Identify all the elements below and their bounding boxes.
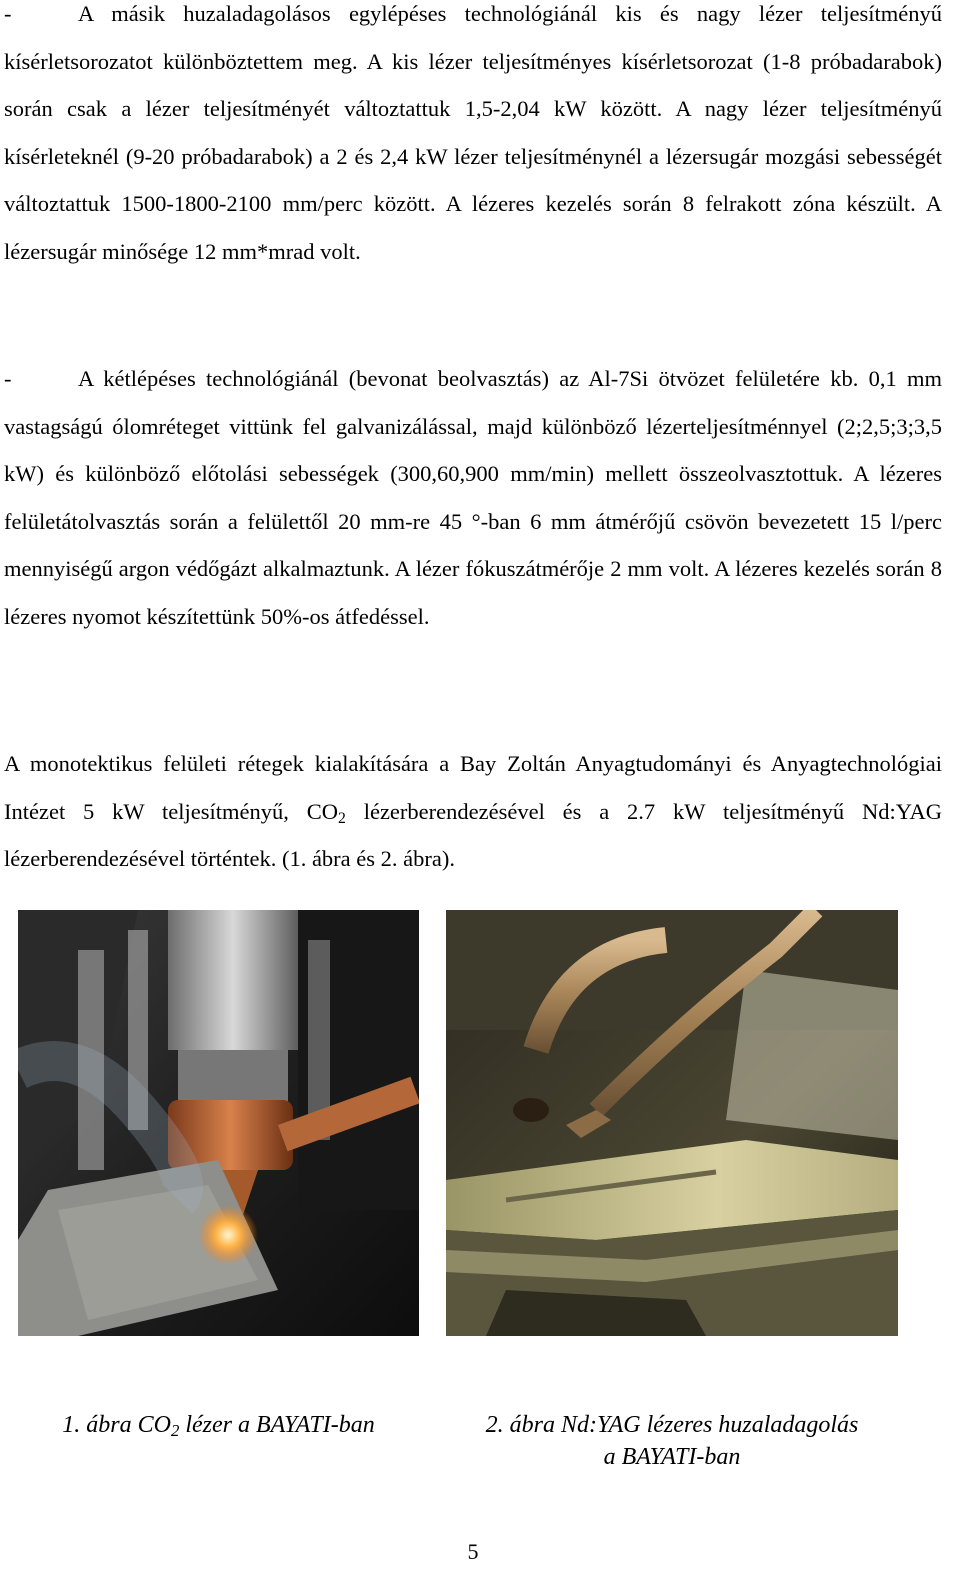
paragraph-equipment-text-a: A monotektikus felületi rétegek kialakítására a Bay Zoltán Anyagtudományi és Anyagtechnológiai Intézet 5 kW teljesítményű, CO (4, 751, 942, 824)
paragraph-two-step (4, 355, 942, 640)
co2-subscript: 2 (338, 809, 346, 827)
figure-2-caption-line-2: a BAYATI-ban (603, 1444, 741, 1470)
figure-1-caption (18, 1409, 419, 1441)
list-dash: - (4, 1, 12, 26)
figure-1-co2-laser-photo (18, 910, 419, 1336)
figure-2-caption-line-1: 2. ábra Nd:YAG lézeres huzaladagolás (485, 1412, 859, 1438)
list-dash: - (4, 366, 12, 391)
paragraph-single-step (4, 0, 942, 275)
figure-1-caption-text-b: lézer a BAYATI-ban (179, 1412, 375, 1438)
figure-1-caption-subscript: 2 (170, 1421, 180, 1441)
figure-2-caption (446, 1409, 898, 1473)
figure-1-caption-text-a: 1. ábra CO (62, 1412, 171, 1438)
page-number: 5 (467, 1539, 479, 1564)
paragraph-two-step-text: A kétlépéses technológiánál (bevonat beolvasztás) az Al-7Si ötvözet felületére kb. 0,1 mm vastagságú ólomréteget vittünk fel galvanizálással, majd különböző lézerteljesítménnyel (2;2,5;3;3,5 kW) és különböző előtolási sebességek (300,60,900 mm/min) mellett összeolvasztottuk. A lézeres felületátolvasztás során a felülettől 20 mm-re 45 °-ban 6 mm átmérőjű csövön bevezetett 15 l/perc mennyiségű argon védőgázt alkalmaztunk. A lézer fókuszátmérője 2 mm volt. A lézeres kezelés során 8 lézeres nyomot készítettünk 50%-os átfedéssel. (4, 366, 942, 629)
paragraph-equipment-text-b: lézerberendezésével és a 2.7 kW teljesítményű Nd:YAG lézerberendezésével történtek. (1. ábra és 2. ábra). (4, 798, 943, 871)
figure-2-ndyag-photo (446, 910, 898, 1336)
paragraph-single-step-text: A másik huzaladagolásos egylépéses technológiánál kis és nagy lézer teljesítményű kísérletsorozatot különböztettem meg. A kis lézer teljesítményes kísérletsorozat (1-8 próbadarabok) során csak a lézer teljesítményét változtattuk 1,5-2,04 kW között. A nagy lézer teljesítményű kísérleteknél (9-20 próbadarabok) a 2 és 2,4 kW lézer teljesítménynél a lézersugár mozgási sebességét változtattuk 1500-1800-2100 mm/perc között. A lézeres kezelés során 8 felrakott zóna készült. A lézersugár minősége 12 mm*mrad volt. (4, 1, 942, 264)
paragraph-equipment (4, 740, 942, 883)
